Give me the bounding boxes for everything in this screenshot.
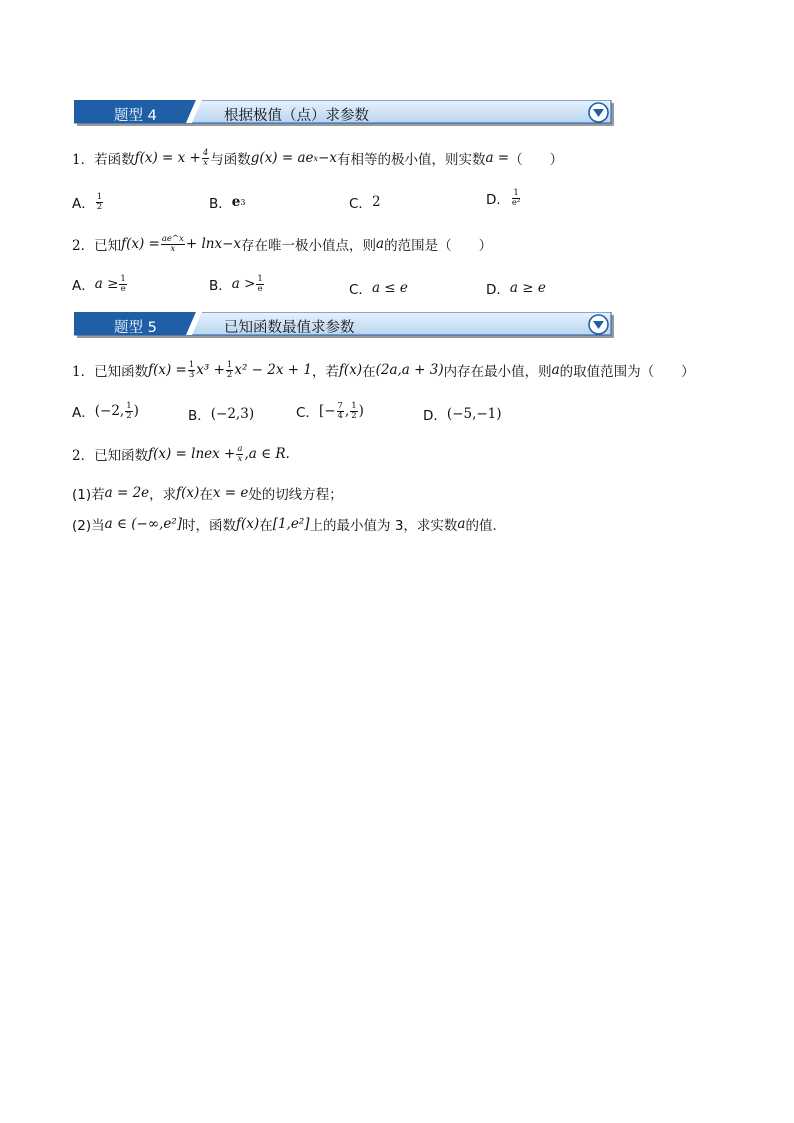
section-title: 已知函数最值求参数 (224, 320, 355, 336)
math-expr: x² − 2x + 1 (234, 362, 312, 378)
question-number: 1． (72, 152, 95, 168)
math-expr: x = e (212, 485, 249, 501)
option-c[interactable]: C． a ≤ e (349, 280, 408, 298)
option-b[interactable]: B． e 3 (209, 194, 246, 212)
question-text: 的范围是（ ） (384, 238, 493, 254)
option-c[interactable]: C． 2 (349, 194, 381, 212)
math-expr: f(x) (176, 485, 200, 501)
fraction: $\frac{1}{2}$ (351, 400, 357, 421)
fraction: $\frac{4}{x}$ (202, 147, 209, 168)
math-expr: a = 2e (104, 485, 150, 501)
section-4-banner (74, 100, 614, 126)
math-expr: a = (485, 150, 510, 166)
question-text: 若函数 (94, 152, 135, 168)
question-text: 与函数 (210, 152, 251, 168)
math-expr: −x (318, 150, 337, 166)
option-b[interactable]: B． a > $\frac{1}{e}$ (209, 273, 263, 294)
question-number: 2． (72, 448, 95, 464)
section-title: 根据极值（点）求参数 (224, 108, 369, 124)
chevron-down-icon[interactable] (588, 102, 609, 123)
superscript: x (313, 153, 319, 163)
question-text: 存在唯一极小值点，则 (241, 238, 377, 254)
option-a[interactable]: A． $\frac{1}{2}$ (72, 191, 103, 212)
question-text: 有相等的极小值，则实数 (336, 152, 486, 168)
option-a[interactable]: A． (−2, $\frac{1}{2}$ ) (72, 400, 139, 421)
math-var: a (457, 516, 466, 532)
option-b[interactable]: B． (−2,3) (188, 406, 255, 424)
math-expr: f(x) (338, 362, 363, 378)
question-5-2 (72, 444, 290, 464)
math-expr: f(x) = lnex + (148, 446, 236, 462)
fraction: $\frac{1}{3}$ (188, 359, 195, 380)
question-text: 已知函数 (94, 448, 149, 464)
question-text: 时，函数 (182, 518, 237, 534)
question-text: ，求 (149, 487, 177, 503)
question-text: ，若 (311, 364, 339, 380)
math-expr: ,a ∈ R. (244, 446, 290, 462)
part-label: (2)当 (72, 518, 105, 534)
question-text: 已知 (94, 238, 122, 254)
answer-blank: （ ） (509, 152, 564, 168)
fraction: $\frac{1}{e}$ (120, 273, 126, 294)
question-5-2-part-2 (72, 514, 497, 534)
option-d[interactable]: D． $\frac{1}{\text{e²}}$ (486, 187, 521, 208)
question-5-1 (72, 360, 695, 380)
question-text: 处的切线方程； (248, 487, 343, 503)
question-text: 内存在最小值，则 (443, 364, 552, 380)
section-5-banner (74, 312, 614, 338)
math-expr: g(x) = ae (250, 150, 314, 166)
question-text: 上的最小值为 3，求实数 (309, 518, 458, 534)
section-label: 题型 5 (114, 320, 157, 336)
question-4-1 (72, 148, 563, 168)
option-d[interactable]: D． (−5,−1) (423, 406, 502, 424)
option-a[interactable]: A． a ≥ $\frac{1}{e}$ (72, 273, 126, 294)
math-expr: [1,e²] (272, 516, 310, 532)
fraction: $\frac{1}{2}$ (226, 359, 233, 380)
part-label: (1)若 (72, 487, 105, 503)
fraction: $\frac{1}{\text{e²}}$ (511, 187, 521, 208)
option-c[interactable]: C． [− $\frac{7}{4}$ , $\frac{1}{2}$ ) (296, 400, 364, 421)
fraction: $\frac{1}{2}$ (126, 400, 132, 421)
question-text: 的取值范围为（ ） (559, 364, 695, 380)
math-var: a (376, 236, 385, 252)
math-expr: a ∈ (−∞,e²] (104, 516, 183, 532)
option-d[interactable]: D． a ≥ e (486, 280, 546, 298)
math-expr: f(x) = (148, 362, 187, 378)
question-number: 1． (72, 364, 95, 380)
question-number: 2． (72, 238, 95, 254)
question-text: 在 (199, 487, 213, 503)
question-text: 已知函数 (94, 364, 149, 380)
question-text: 在 (259, 518, 273, 534)
question-4-2 (72, 234, 492, 254)
math-expr: + lnx−x (185, 236, 242, 252)
math-expr: f(x) (236, 516, 260, 532)
fraction: $\frac{1}{e}$ (257, 273, 263, 294)
question-text: 的值. (465, 518, 497, 534)
math-expr: f(x) = x + (134, 150, 201, 166)
fraction: $\frac{ae\^{}x}{x}$ (161, 233, 184, 254)
fraction: $\frac{a}{x}$ (237, 443, 243, 464)
fraction: $\frac{7}{4}$ (337, 400, 343, 421)
question-text: 在 (362, 364, 376, 380)
section-label: 题型 4 (114, 108, 157, 124)
math-expr: (2a,a + 3) (375, 362, 444, 378)
math-expr: x³ + (196, 362, 225, 378)
fraction: $\frac{1}{2}$ (96, 191, 103, 212)
question-5-2-part-1 (72, 483, 343, 503)
math-var: a (551, 362, 560, 378)
math-expr: f(x) = (121, 236, 160, 252)
chevron-down-icon[interactable] (588, 314, 609, 335)
